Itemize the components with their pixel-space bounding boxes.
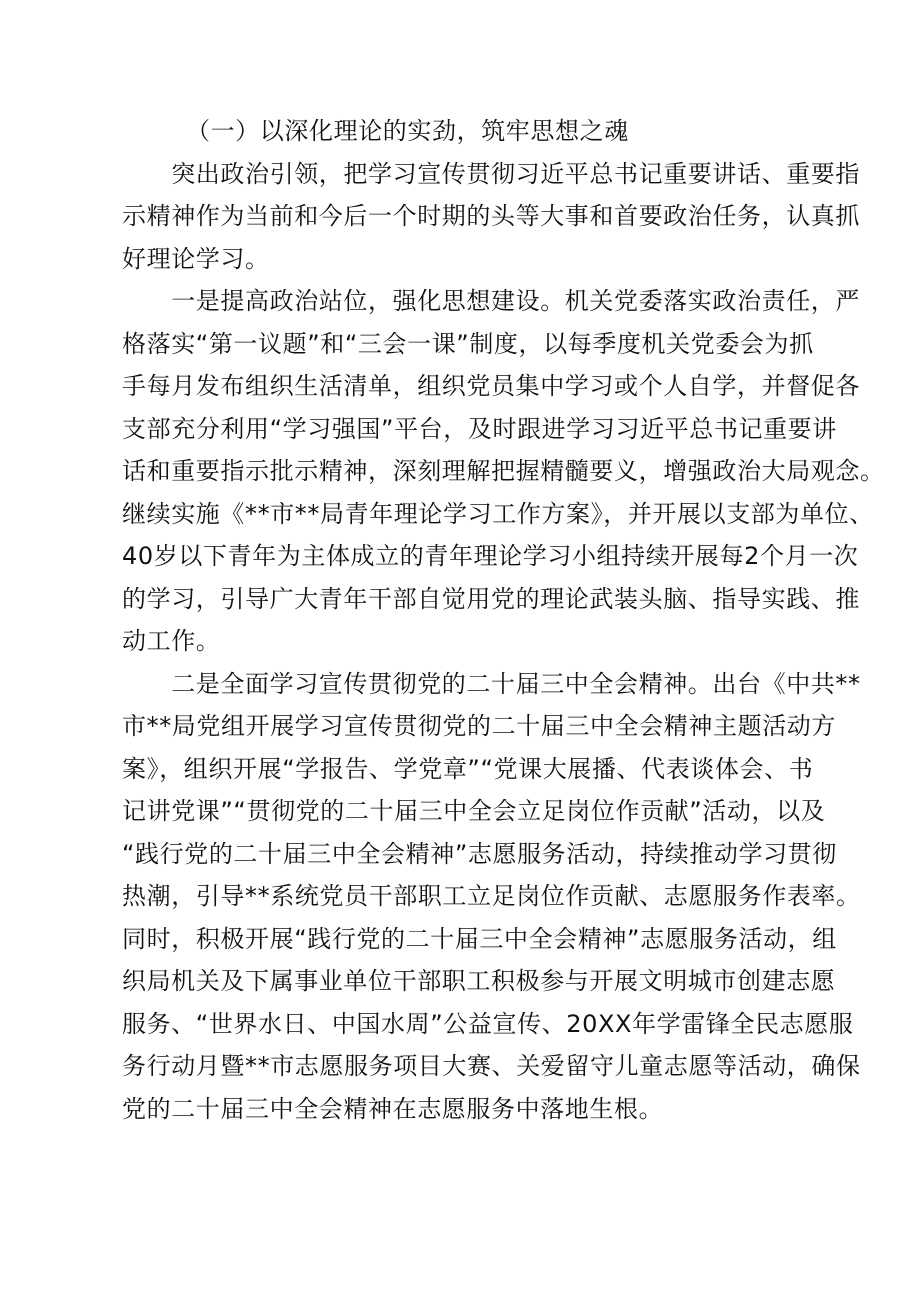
paragraph-line: 党的二十届三中全会精神在志愿服务中落地生根。 [122, 1094, 664, 1123]
paragraph-political-stance [122, 280, 885, 663]
paragraph-line: 的学习，引导广大青年干部自觉用党的理论武装头脑、指导实践、推 [122, 584, 860, 613]
paragraph-line: 织局机关及下属事业单位干部职工积极参与开展文明城市创建志愿 [122, 967, 836, 995]
paragraph-line: 记讲党课”“贯彻党的二十届三中全会立足岗位作贡献”活动，以及 [122, 797, 826, 825]
paragraph-line: 突出政治引领，把学习宣传贯彻习近平总书记重要讲话、重要指 [122, 159, 860, 188]
paragraph-plenary-session [122, 663, 861, 1131]
paragraph-intro [122, 153, 860, 281]
paragraph-line: “践行党的二十届三中全会精神”志愿服务活动，持续推动学习贯彻 [122, 839, 837, 868]
paragraph-line: 40岁以下青年为主体成立的青年理论学习小组持续开展每2个月一次 [122, 542, 859, 570]
paragraph-line: 热潮，引导**系统党员干部职工立足岗位作贡献、志愿服务作表率。 [122, 882, 861, 910]
document-body [122, 110, 885, 1130]
paragraph-line: 话和重要指示批示精神，深刻理解把握精髓要义，增强政治大局观念。 [122, 457, 885, 485]
paragraph-line: 一是提高政治站位，强化思想建设。机关党委落实政治责任，严 [122, 287, 860, 315]
paragraph-line: 继续实施《**市**局青年理论学习工作方案》，并开展以支部为单位、 [122, 499, 874, 528]
paragraph-line: 案》，组织开展“学报告、学党章”“党课大展播、代表谈体会、书 [122, 754, 814, 783]
paragraph-line: 格落实“第一议题”和“三会一课”制度，以每季度机关党委会为抓 [122, 329, 814, 358]
paragraph-line: 好理论学习。 [122, 244, 270, 273]
paragraph-line: 服务、“世界水日、中国水周”公益宣传、20XX年学雷锋全民志愿服 [122, 1009, 854, 1038]
paragraph-line: 示精神作为当前和今后一个时期的头等大事和首要政治任务，认真抓 [122, 202, 860, 230]
paragraph-line: 同时，积极开展“践行党的二十届三中全会精神”志愿服务活动，组 [122, 924, 837, 953]
section-heading: （一）以深化理论的实劲，筑牢思想之魂 [186, 117, 629, 145]
paragraph-line: 动工作。 [122, 627, 221, 655]
paragraph-line: 手每月发布组织生活清单，组织党员集中学习或个人自学，并督促各 [122, 372, 860, 400]
paragraph-line: 务行动月暨**市志愿服务项目大赛、关爱留守儿童志愿等活动，确保 [122, 1052, 861, 1080]
paragraph-line: 支部充分利用“学习强国”平台，及时跟进学习习近平总书记重要讲 [122, 414, 837, 443]
paragraph-line: 市**局党组开展学习宣传贯彻党的二十届三中全会精神主题活动方 [122, 712, 836, 740]
paragraph-line: 二是全面学习宣传贯彻党的二十届三中全会精神。出台《中共** [122, 669, 861, 698]
